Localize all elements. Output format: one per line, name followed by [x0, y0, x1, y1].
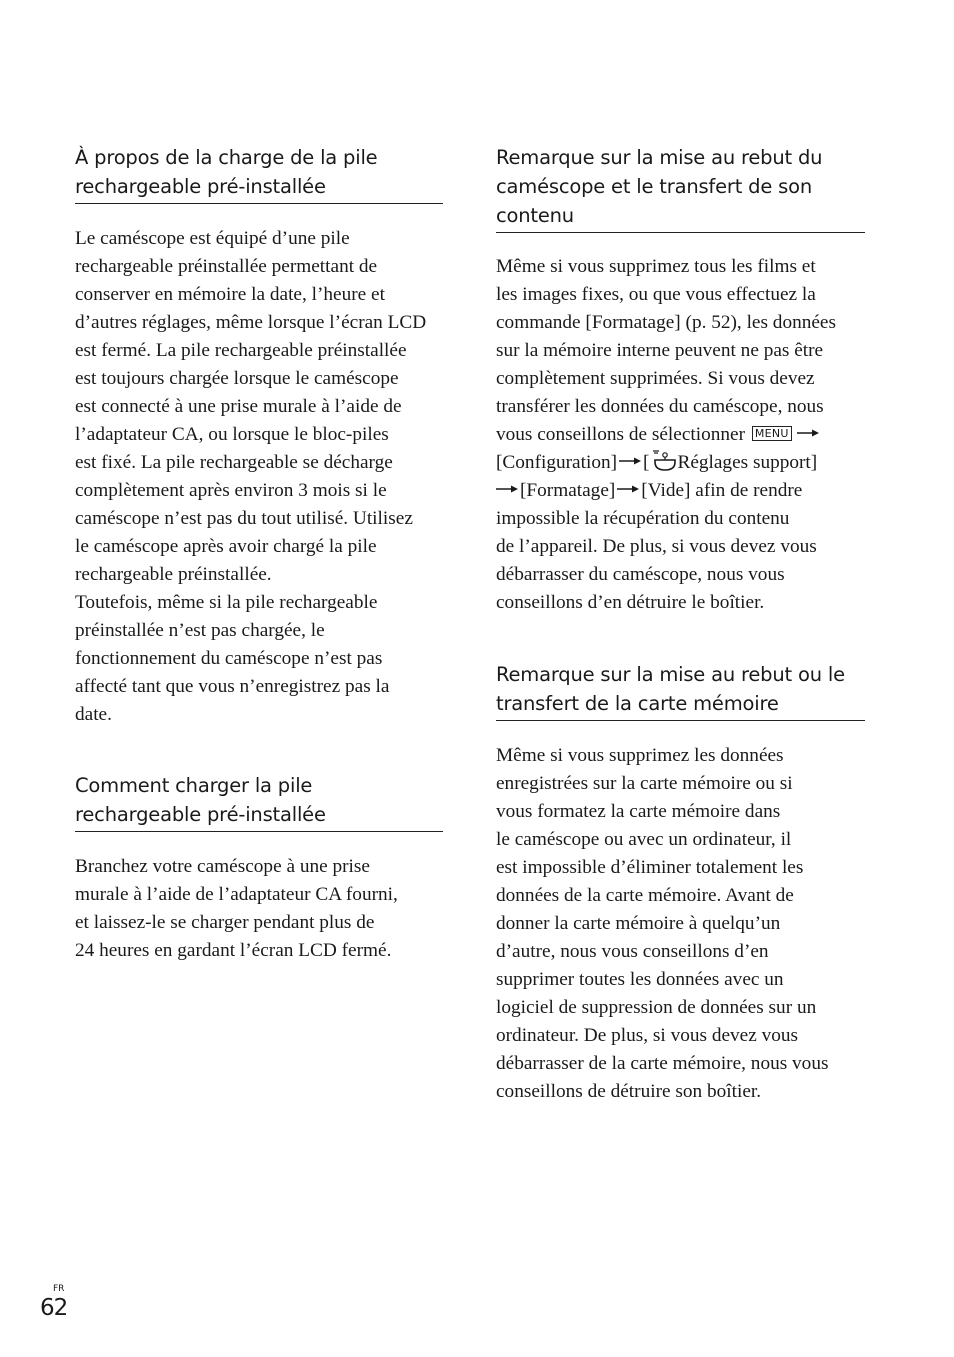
text-line: données de la carte mémoire. Avant de — [496, 885, 794, 906]
text-line: et laissez-le se charger pendant plus de — [75, 912, 375, 933]
text-line: Toutefois, même si la pile rechargeable — [75, 592, 378, 613]
text-line: les images fixes, ou que vous effectuez la — [496, 284, 816, 305]
text-line: est fixé. La pile rechargeable se décharge — [75, 452, 393, 473]
text-line: conserver en mémoire la date, l’heure et — [75, 284, 385, 305]
text-line: donner la carte mémoire à quelqu’un — [496, 913, 781, 934]
media-settings-icon — [649, 449, 677, 471]
text-line: caméscope n’est pas du tout utilisé. Utilisez — [75, 508, 413, 529]
section-body-memory-card-disposal — [496, 742, 876, 1106]
text-line: conseillons de détruire son boîtier. — [496, 1081, 762, 1102]
section-body-how-to-charge — [75, 853, 455, 965]
text-fragment: vous conseillons de sélectionner — [496, 424, 745, 445]
text-line: le caméscope ou avec un ordinateur, il — [496, 829, 792, 850]
menu-button-icon: MENU — [752, 426, 792, 441]
menu-path-line-2: [Configuration] [ Réglages support] — [496, 449, 876, 477]
section-heading-memory-card-disposal — [496, 660, 865, 721]
text-line: fonctionnement du caméscope n’est pas — [75, 648, 383, 669]
section-body-battery-charge — [75, 225, 455, 729]
heading-line: contenu — [496, 204, 574, 227]
heading-line: caméscope et le transfert de son — [496, 175, 812, 198]
text-line: logiciel de suppression de données sur un — [496, 997, 817, 1018]
heading-line: Remarque sur la mise au rebut ou le — [496, 663, 845, 686]
text-line: le caméscope après avoir chargé la pile — [75, 536, 377, 557]
text-line: débarrasser du caméscope, nous vous — [496, 564, 785, 585]
text-line: date. — [75, 704, 112, 725]
menu-path-line-1 — [496, 421, 876, 449]
section-body-camcorder-disposal — [496, 253, 876, 617]
text-line: est fermé. La pile rechargeable préinstallée — [75, 340, 407, 361]
language-code: FR — [53, 1284, 65, 1294]
text-line: complètement supprimées. Si vous devez — [496, 368, 815, 389]
menu-item-configuration: [Configuration] — [496, 452, 618, 473]
text-line: débarrasser de la carte mémoire, nous vous — [496, 1053, 829, 1074]
arrow-right-icon — [619, 456, 641, 466]
heading-line: rechargeable pré-installée — [75, 803, 326, 826]
text-line: supprimer toutes les données avec un — [496, 969, 784, 990]
menu-path-line-3 — [496, 477, 876, 505]
text-line: est impossible d’éliminer totalement les — [496, 857, 804, 878]
text-line: complètement après environ 3 mois si le — [75, 480, 387, 501]
text-line: transférer les données du caméscope, nous — [496, 396, 824, 417]
text-line: est toujours chargée lorsque le caméscope — [75, 368, 399, 389]
section-heading-camcorder-disposal — [496, 143, 865, 233]
heading-line: rechargeable pré-installée — [75, 175, 326, 198]
text-line: est connecté à une prise murale à l’aide de — [75, 396, 402, 417]
arrow-right-icon — [797, 428, 819, 438]
section-heading-how-to-charge — [75, 771, 443, 832]
menu-item-empty: [Vide] afin de rendre — [641, 480, 803, 501]
text-line: Le caméscope est équipé d’une pile — [75, 228, 350, 249]
heading-line: À propos de la charge de la pile — [75, 146, 378, 169]
text-line: d’autre, nous vous conseillons d’en — [496, 941, 769, 962]
heading-line: Remarque sur la mise au rebut du — [496, 146, 823, 169]
text-line: murale à l’aide de l’adaptateur CA fourni, — [75, 884, 398, 905]
text-line: Même si vous supprimez tous les films et — [496, 256, 816, 277]
menu-item-media-settings: Réglages support] — [677, 452, 818, 473]
text-line: commande [Formatage] (p. 52), les données — [496, 312, 836, 333]
text-line: Même si vous supprimez les données — [496, 745, 784, 766]
text-line: sur la mémoire interne peuvent ne pas être — [496, 340, 824, 361]
text-line: l’adaptateur CA, ou lorsque le bloc-piles — [75, 424, 389, 445]
page-number: 62 — [40, 1295, 68, 1321]
text-line: Branchez votre caméscope à une prise — [75, 856, 370, 877]
heading-line: transfert de la carte mémoire — [496, 692, 779, 715]
section-heading-battery-charge — [75, 143, 443, 204]
text-line: vous formatez la carte mémoire dans — [496, 801, 781, 822]
text-line: affecté tant que vous n’enregistrez pas la — [75, 676, 390, 697]
text-line: rechargeable préinstallée. — [75, 564, 272, 585]
arrow-right-icon — [496, 484, 518, 494]
text-line: conseillons d’en détruire le boîtier. — [496, 592, 765, 613]
arrow-right-icon — [617, 484, 639, 494]
text-line: enregistrées sur la carte mémoire ou si — [496, 773, 793, 794]
text-line: ordinateur. De plus, si vous devez vous — [496, 1025, 799, 1046]
text-line: d’autres réglages, même lorsque l’écran LCD — [75, 312, 427, 333]
text-line: rechargeable préinstallée permettant de — [75, 256, 378, 277]
text-line: préinstallée n’est pas chargée, le — [75, 620, 325, 641]
text-line: 24 heures en gardant l’écran LCD fermé. — [75, 940, 392, 961]
heading-line: Comment charger la pile — [75, 774, 313, 797]
text-line: de l’appareil. De plus, si vous devez vous — [496, 536, 817, 557]
menu-item-format: [Formatage] — [520, 480, 616, 501]
text-line: impossible la récupération du contenu — [496, 508, 790, 529]
